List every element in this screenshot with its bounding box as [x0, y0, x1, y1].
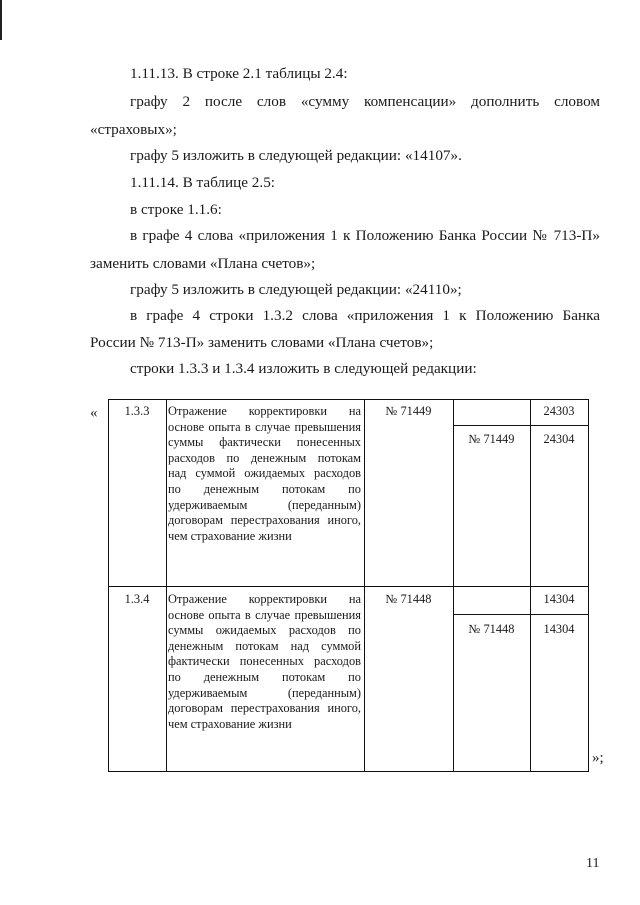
table-cell-account: 24304: [543, 432, 575, 446]
paragraph-rows-1-3-3-1-3-4: строки 1.3.3 и 1.3.4 изложить в следующей редакции:: [130, 360, 477, 377]
paragraph-1-11-14: 1.11.14. В таблице 2.5:: [130, 174, 276, 191]
table-cell-account: 24303: [543, 404, 575, 418]
paragraph-column-2: графу 2 после слов «сумму компенсации» дополнить словом: [130, 93, 600, 110]
paragraph-column-4-words: в графе 4 слова «приложения 1 к Положению Банка России № 713-П»: [130, 227, 600, 244]
paragraph-replace-plan: заменить словами «Плана счетов»;: [90, 255, 316, 272]
paragraph-1-11-13: 1.11.13. В строке 2.1 таблицы 2.4:: [130, 65, 348, 82]
paragraph-russia-713: России № 713-П» заменить словами «Плана счетов»;: [90, 334, 434, 351]
table-cell-account: 14304: [543, 592, 575, 606]
paragraph-row-1-3-2: в графе 4 строки 1.3.2 слова «приложения 1 к Положению Банка: [130, 307, 600, 324]
page-number: 11: [586, 856, 600, 871]
paragraph-column-5-14107: графу 5 изложить в следующей редакции: «14107».: [130, 147, 462, 164]
paragraph-row-1-1-6: в строке 1.1.6:: [130, 201, 222, 218]
table-cell-credit: № 71448: [468, 622, 515, 636]
scan-margin-mark: [0, 0, 2, 40]
table-cell-debit: № 71448: [385, 592, 432, 606]
paragraph-column-5-24110: графу 5 изложить в следующей редакции: «24110»;: [130, 281, 462, 298]
table-cell-debit: № 71449: [385, 404, 432, 418]
quote-open-mark: «: [90, 405, 98, 421]
table-cell-description: Отражение корректировки на основе опыта в случае превышения суммы фактически понесенных расходов по денежным потокам над суммой ожидаемых расходов по денежным потокам по удерживаемым (переданным) договорам перестрахования иного, чем страхование жизни: [168, 404, 361, 543]
quote-close-mark: »;: [592, 750, 604, 766]
table-cell-row-number: 1.3.3: [124, 404, 150, 418]
paragraph-insurance-word: «страховых»;: [90, 121, 177, 138]
table-cell-row-number: 1.3.4: [124, 592, 150, 606]
table-cell-description: Отражение корректировки на основе опыта в случае превышения суммы ожидаемых расходов по денежным потокам над суммой фактически понесенных расходов по денежным потокам по удерживаемым (переданным) договорам перестрахования иного, чем страхование жизни: [168, 592, 361, 731]
table-cell-credit: № 71449: [468, 432, 515, 446]
table-cell-account: 14304: [543, 622, 575, 636]
accounting-table: [108, 399, 588, 772]
